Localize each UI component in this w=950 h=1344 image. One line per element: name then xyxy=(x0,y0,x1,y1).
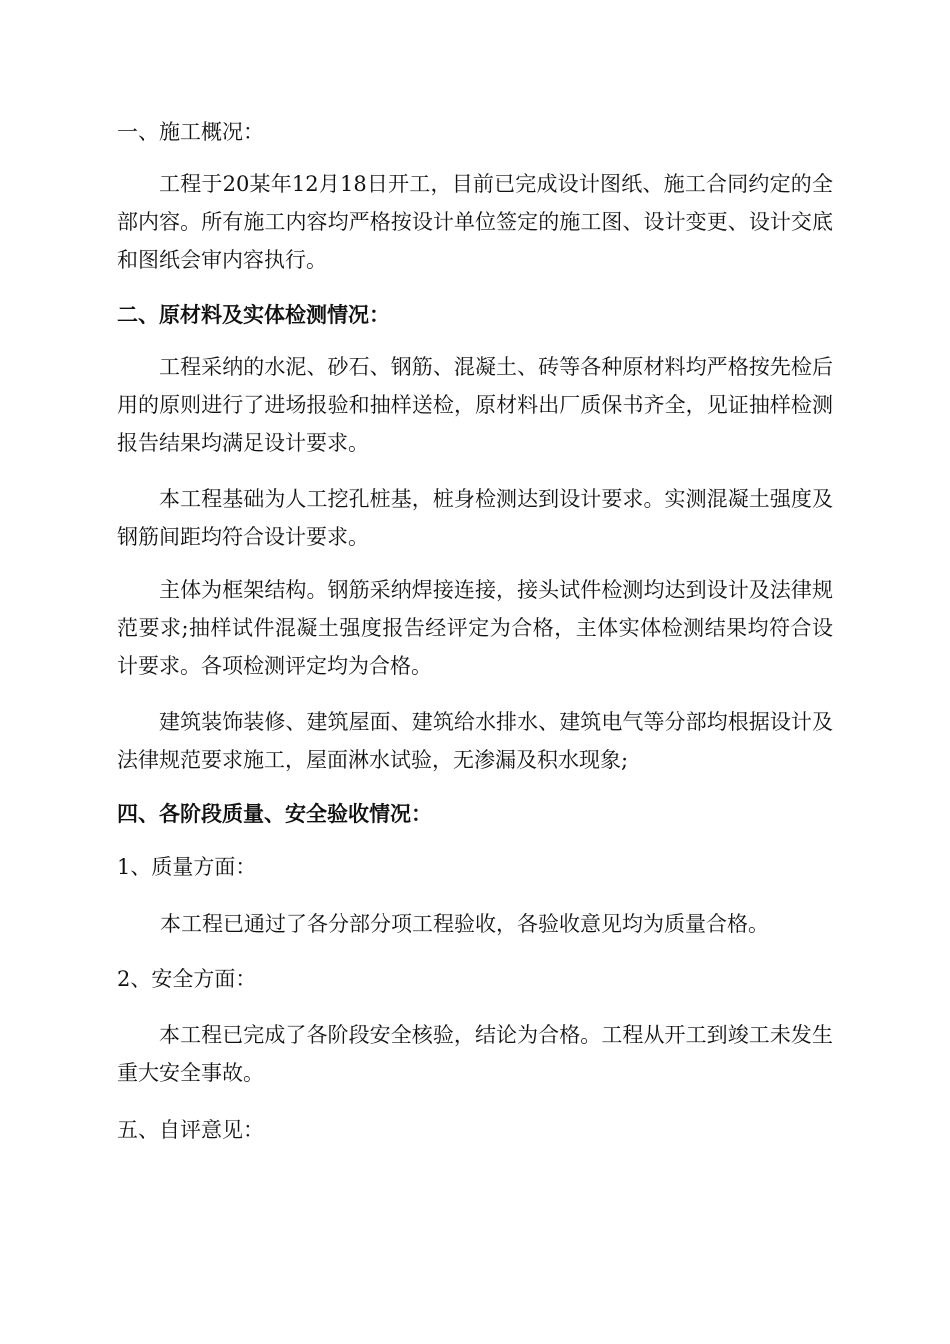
section-heading-self-evaluation: 五、自评意见： xyxy=(117,1118,264,1142)
paragraph-materials xyxy=(117,348,833,462)
paragraph-main-structure xyxy=(117,571,833,685)
subheading-safety: 2、安全方面： xyxy=(117,967,257,991)
paragraph-foundation xyxy=(117,480,833,556)
paragraph-text: 工程采纳的水泥、砂石、钢筋、混凝土、砖等各种原材料均严格按先检后用的原则进行了进场报验和抽样送检，原材料出厂质保书齐全，见证抽样检测报告结果均满足设计要求。 xyxy=(117,355,833,455)
paragraph-quality: 本工程已通过了各分部分项工程验收，各验收意见均为质量合格。 xyxy=(160,912,769,936)
section-heading-acceptance: 四、各阶段质量、安全验收情况： xyxy=(117,801,432,826)
paragraph-text: 主体为框架结构。钢筋采纳焊接连接，接头试件检测均达到设计及法律规范要求;抽样试件混凝土强度报告经评定为合格，主体实体检测结果均符合设计要求。各项检测评定均为合格。 xyxy=(117,578,833,678)
paragraph-text: 建筑装饰装修、建筑屋面、建筑给水排水、建筑电气等分部均根据设计及法律规范要求施工，屋面淋水试验，无渗漏及积水现象; xyxy=(117,710,833,772)
subheading-quality: 1、质量方面： xyxy=(117,855,257,879)
paragraph-text: 工程于20某年12月18日开工，目前已完成设计图纸、施工合同约定的全部内容。所有施工内容均严格按设计单位签定的施工图、设计变更、设计交底和图纸会审内容执行。 xyxy=(117,172,833,272)
paragraph-construction-overview xyxy=(117,165,833,279)
paragraph-text: 本工程基础为人工挖孔桩基，桩身检测达到设计要求。实测混凝土强度及钢筋间距均符合设计要求。 xyxy=(117,487,833,549)
paragraph-decoration xyxy=(117,703,833,779)
section-heading-construction-overview: 一、施工概况： xyxy=(117,120,264,144)
paragraph-text: 本工程已完成了各阶段安全核验，结论为合格。工程从开工到竣工未发生重大安全事故。 xyxy=(117,1023,833,1085)
section-heading-materials-testing: 二、原材料及实体检测情况： xyxy=(117,302,390,327)
paragraph-safety xyxy=(117,1016,833,1092)
